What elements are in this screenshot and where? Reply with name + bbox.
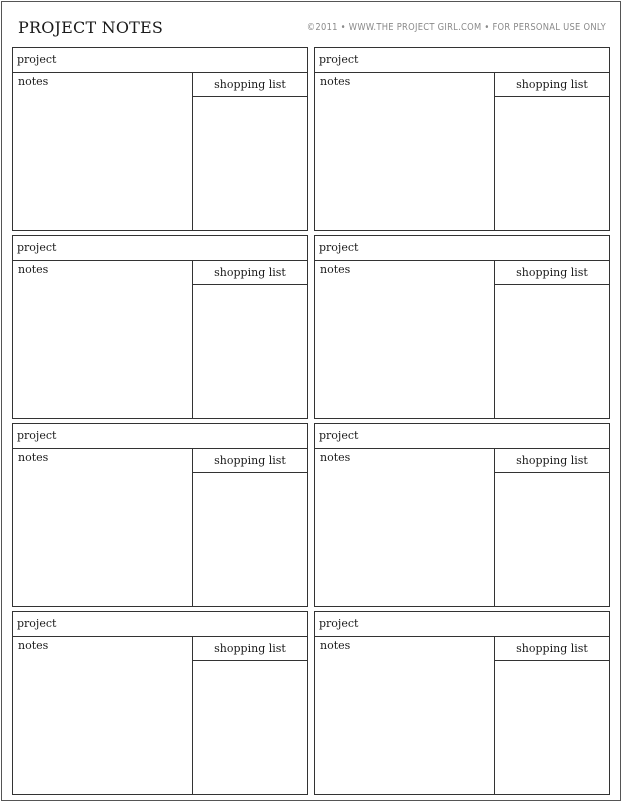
notes-area[interactable]: notes: [320, 451, 351, 464]
project-field[interactable]: project: [315, 612, 609, 637]
project-card: [314, 47, 610, 231]
project-field[interactable]: project: [315, 236, 609, 261]
shopping-list-column: [494, 261, 609, 418]
project-field[interactable]: project: [13, 612, 307, 637]
notes-area[interactable]: notes: [18, 639, 49, 652]
shopping-list-area[interactable]: [495, 661, 609, 794]
project-card: [12, 47, 308, 231]
shopping-list-area[interactable]: [193, 661, 307, 794]
project-card: [314, 235, 610, 419]
notes-area[interactable]: notes: [18, 451, 49, 464]
shopping-list-area[interactable]: [193, 473, 307, 606]
card-body: [315, 637, 609, 794]
shopping-list-header: shopping list: [193, 637, 307, 661]
shopping-list-column: [494, 449, 609, 606]
shopping-list-header: shopping list: [495, 261, 609, 285]
card-body: [13, 449, 307, 606]
shopping-list-area[interactable]: [495, 97, 609, 230]
notes-area[interactable]: notes: [320, 75, 351, 88]
project-field[interactable]: project: [315, 48, 609, 73]
shopping-list-header: shopping list: [193, 449, 307, 473]
shopping-list-header: shopping list: [495, 449, 609, 473]
project-card: [314, 423, 610, 607]
card-body: [315, 73, 609, 230]
shopping-list-column: [494, 637, 609, 794]
page-header: [18, 14, 606, 40]
shopping-list-column: [192, 73, 307, 230]
card-body: [13, 73, 307, 230]
card-body: [315, 261, 609, 418]
shopping-list-header: shopping list: [193, 261, 307, 285]
page-title: PROJECT NOTES: [18, 17, 164, 37]
shopping-list-header: shopping list: [495, 73, 609, 97]
shopping-list-area[interactable]: [495, 473, 609, 606]
notes-area[interactable]: notes: [18, 75, 49, 88]
notes-area[interactable]: notes: [320, 639, 351, 652]
shopping-list-column: [192, 261, 307, 418]
notes-area[interactable]: notes: [18, 263, 49, 276]
card-body: [13, 637, 307, 794]
project-card: [12, 423, 308, 607]
project-card: [12, 611, 308, 795]
notes-area[interactable]: notes: [320, 263, 351, 276]
project-card: [314, 611, 610, 795]
shopping-list-area[interactable]: [495, 285, 609, 418]
card-body: [315, 449, 609, 606]
shopping-list-header: shopping list: [495, 637, 609, 661]
project-field[interactable]: project: [13, 236, 307, 261]
shopping-list-header: shopping list: [193, 73, 307, 97]
shopping-list-column: [494, 73, 609, 230]
card-body: [13, 261, 307, 418]
shopping-list-column: [192, 637, 307, 794]
notes-grid: [12, 47, 610, 793]
shopping-list-area[interactable]: [193, 97, 307, 230]
shopping-list-column: [192, 449, 307, 606]
project-field[interactable]: project: [13, 424, 307, 449]
copyright-credit: ©2011 • WWW.THE PROJECT GIRL.COM • FOR PERSONAL USE ONLY: [306, 21, 606, 33]
shopping-list-area[interactable]: [193, 285, 307, 418]
project-card: [12, 235, 308, 419]
project-field[interactable]: project: [315, 424, 609, 449]
project-field[interactable]: project: [13, 48, 307, 73]
